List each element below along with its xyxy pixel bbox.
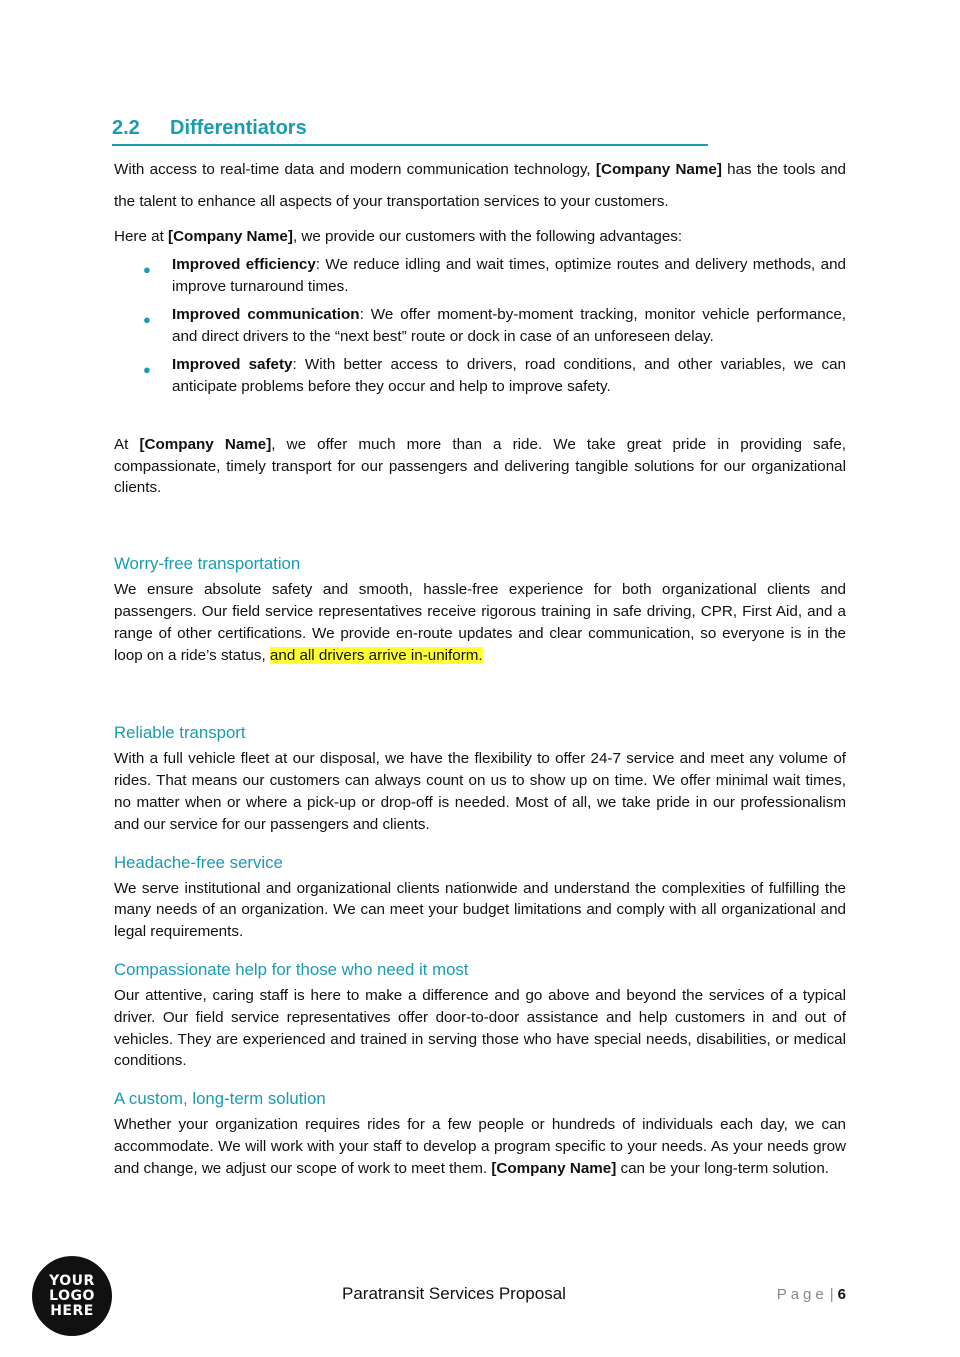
advantage-label: Improved efficiency [172, 255, 316, 273]
company-name-placeholder: [Company Name] [595, 161, 722, 178]
subsection-body: We ensure absolute safety and smooth, hassle-free experience for both organizational clients and passengers. Our field service representatives receive rigorous training in safe driving, CPR, First Aid, and a range of other certifications. We provide en-route updates and clear communication, so everyone is in the loop on a ride’s status, [114, 581, 846, 664]
page-number-value: 6 [837, 1286, 846, 1303]
subsection-body-end: can be your long-term solution. [616, 1159, 830, 1177]
subsection-heading-worry-free: Worry-free transportation [114, 554, 301, 574]
section-number: 2.2 [112, 117, 140, 139]
section-title: Differentiators [170, 117, 307, 139]
page-label: Page [776, 1286, 828, 1303]
subsection-text-reliable: With a full vehicle fleet at our disposal, we have the flexibility to offer 24-7 service and meet any volume of rides. That means our customers can always count on us to show up on time. We offer minimal wait times, no matter when or where a pick-up or drop-off is needed. Most of all, we take pride in our professionalism and our service for our passengers and clients. [114, 750, 846, 833]
bullet-icon: ● [143, 261, 151, 277]
subsection-heading-reliable: Reliable transport [114, 723, 246, 743]
list-item [143, 254, 846, 299]
logo-line: HERE [50, 1302, 94, 1319]
advantage-text: : With better access to drivers, road conditions, and other variables, we can anticipate problems before they occur and help to improve safety. [172, 355, 846, 396]
subsection-body: Whether your organization requires rides for a few people or hundreds of individuals each day, we can accommodate. We will work with your staff to develop a program specific to your needs. As your needs grow and change, we adjust our scope of work to meet them. [114, 1116, 846, 1177]
page-separator: | [829, 1286, 834, 1303]
advantage-text: : We reduce idling and wait times, optimize routes and delivery methods, and improve turnaround times. [172, 255, 846, 296]
page-number [777, 1286, 846, 1303]
intro-paragraph [114, 154, 846, 218]
intro-text-1: With access to real-time data and modern communication technology, [114, 161, 596, 178]
subsection-heading-headache-free: Headache-free service [114, 852, 283, 872]
list-item [143, 354, 846, 399]
closing-text-2: , we offer much more than a ride. We take great pride in providing safe, compassionate, timely transport for our passengers and delivering tangible solutions for our organizational clients. [114, 435, 846, 497]
advantage-label: Improved communication [172, 305, 360, 323]
logo-line: LOGO [49, 1287, 95, 1304]
advantage-text: : We offer moment-by-moment tracking, monitor vehicle performance, and direct drivers to the “next best” route or dock in case of an unforeseen delay. [172, 305, 846, 346]
subsection-heading-compassionate: Compassionate help for those who need it most [114, 959, 469, 979]
advantage-label: Improved safety [172, 355, 293, 373]
closing-text-1: At [114, 435, 140, 453]
closing-intro-paragraph [114, 434, 846, 499]
page-content [114, 114, 846, 1180]
logo-placeholder [32, 1256, 112, 1336]
section-heading [112, 114, 708, 146]
highlighted-text: and all drivers arrive in-uniform. [269, 646, 483, 664]
subsection-text-headache-free: We serve institutional and organizational clients nationwide and understand the complexities of fulfilling the many needs of an organization. We can meet your budget limitations and comply with all organizational and legal requirements. [114, 879, 846, 941]
advantages-list [114, 254, 846, 399]
company-name-placeholder: [Company Name] [139, 435, 272, 453]
bullet-icon: ● [143, 361, 151, 377]
company-name-placeholder: [Company Name] [491, 1159, 617, 1177]
subsection-heading-custom: A custom, long-term solution [114, 1089, 326, 1109]
bullet-icon: ● [143, 311, 151, 327]
company-name-placeholder: [Company Name] [168, 228, 293, 245]
subsection-text-compassionate: Our attentive, caring staff is here to make a difference and go above and beyond the services of a typical driver. Our field service representatives offer door-to-door assistance and help customers in and out of vehicles. They are experienced and trained in serving those who have special needs, disabilities, or medical conditions. [114, 986, 846, 1070]
logo-line: YOUR [49, 1272, 95, 1289]
intro-text-2: has the tools and the talent to enhance all aspects of your transportation services to your customers. [114, 161, 846, 210]
advantages-intro [114, 226, 846, 248]
subsection-text-custom [114, 1114, 846, 1179]
list-item [143, 304, 846, 349]
advantages-intro-text-2: , we provide our customers with the following advantages: [292, 228, 683, 245]
footer-document-title: Paratransit Services Proposal [342, 1284, 566, 1303]
subsection-text-worry-free [114, 579, 846, 666]
page-footer [0, 1250, 960, 1350]
advantages-intro-text-1: Here at [114, 228, 169, 245]
